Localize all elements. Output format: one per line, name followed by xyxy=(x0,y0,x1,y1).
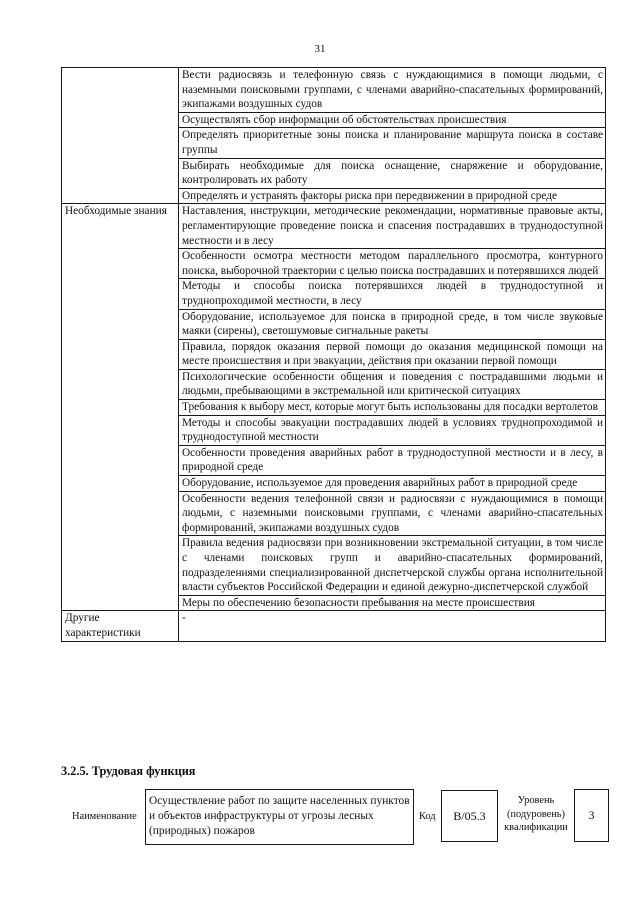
knowledge-label: Необходимые знания xyxy=(62,204,179,611)
skills-label-cell xyxy=(62,68,179,204)
section-heading: 3.2.5. Трудовая функция xyxy=(61,764,196,778)
skill-item: Осуществлять сбор информации об обстоятельствах происшествия xyxy=(179,112,606,128)
knowledge-item: Особенности осмотра местности методом параллельного просмотра, контурного поиска, выборочной траектории с целью поиска пострадавших и потерявшихся людей xyxy=(179,249,606,279)
requirements-table xyxy=(61,67,606,642)
knowledge-item: Оборудование, используемое для поиска в природной среде, в том числе звуковые маяки (сирены), светошумовые сигнальные ракеты xyxy=(179,309,606,339)
skill-item: Вести радиосвязь и телефонную связь с нуждающимися в помощи людьми, с наземными поисковыми группами, с членами аварийно-спасательных формирований, экипажами воздушных судов xyxy=(179,68,606,113)
qualification-level-label: Уровень (подуровень) квалификации xyxy=(504,795,568,833)
code-value-box: В/05.3 xyxy=(441,790,498,842)
knowledge-item: Методы и способы эвакуации пострадавших людей в условиях труднопроходимой и труднодоступной местности xyxy=(179,415,606,445)
other-characteristics-label: Другие характеристики xyxy=(62,611,179,641)
skill-item: Определять и устранять факторы риска при передвижении в природной среде xyxy=(179,188,606,204)
other-characteristics-value: - xyxy=(179,611,606,641)
knowledge-item: Особенности проведения аварийных работ в труднодоступной местности и в лесу, в природной среде xyxy=(179,445,606,475)
function-name-box: Осуществление работ по защите населенных пунктов и объектов инфраструктуры от угрозы лесных (природных) пожаров xyxy=(145,789,414,845)
knowledge-item: Особенности ведения телефонной связи и радиосвязи с нуждающимися в помощи людьми, с наземными поисковыми группами, с членами аварийно-спасательных формирований, экипажами воздушных судов xyxy=(179,491,606,536)
skill-item: Выбирать необходимые для поиска оснащение, снаряжение и оборудование, контролировать их работу xyxy=(179,158,606,188)
knowledge-item: Психологические особенности общения и поведения с пострадавшими людьми и людьми, пребывающими в экстремальной или критической ситуациях xyxy=(179,369,606,399)
knowledge-item: Требования к выбору мест, которые могут быть использованы для посадки вертолетов xyxy=(179,400,606,416)
knowledge-item: Правила ведения радиосвязи при возникновении экстремальной ситуации, в том числе с членами поисковых групп и аварийно-спасательных формирований, подразделениями специализированной диспетчерской службы органа исполнительной власти субъектов Российской Федерации и единой дежурно-диспетчерской службой xyxy=(179,536,606,595)
knowledge-item: Меры по обеспечению безопасности пребывания на месте происшествия xyxy=(179,595,606,611)
table-row xyxy=(62,611,606,641)
qualification-level-box: 3 xyxy=(574,789,609,842)
code-label: Код xyxy=(419,811,436,822)
table-row xyxy=(62,68,606,113)
knowledge-item: Правила, порядок оказания первой помощи до оказания медицинской помощи на месте происшествия и при эвакуации, действия при оказании первой помощи xyxy=(179,339,606,369)
skill-item: Определять приоритетные зоны поиска и планирование маршрута поиска в составе группы xyxy=(179,128,606,158)
knowledge-item: Оборудование, используемое для проведения аварийных работ в природной среде xyxy=(179,476,606,492)
name-label: Наименование xyxy=(72,811,137,822)
knowledge-item: Методы и способы поиска потерявшихся людей в труднодоступной и труднопроходимой местности, в лесу xyxy=(179,279,606,309)
page-number: 31 xyxy=(314,43,326,55)
knowledge-item: Наставления, инструкции, методические рекомендации, нормативные правовые акты, регламентирующие проведение поиска и спасения пострадавших в труднодоступной местности и в лесу xyxy=(179,204,606,249)
table-row xyxy=(62,204,606,249)
